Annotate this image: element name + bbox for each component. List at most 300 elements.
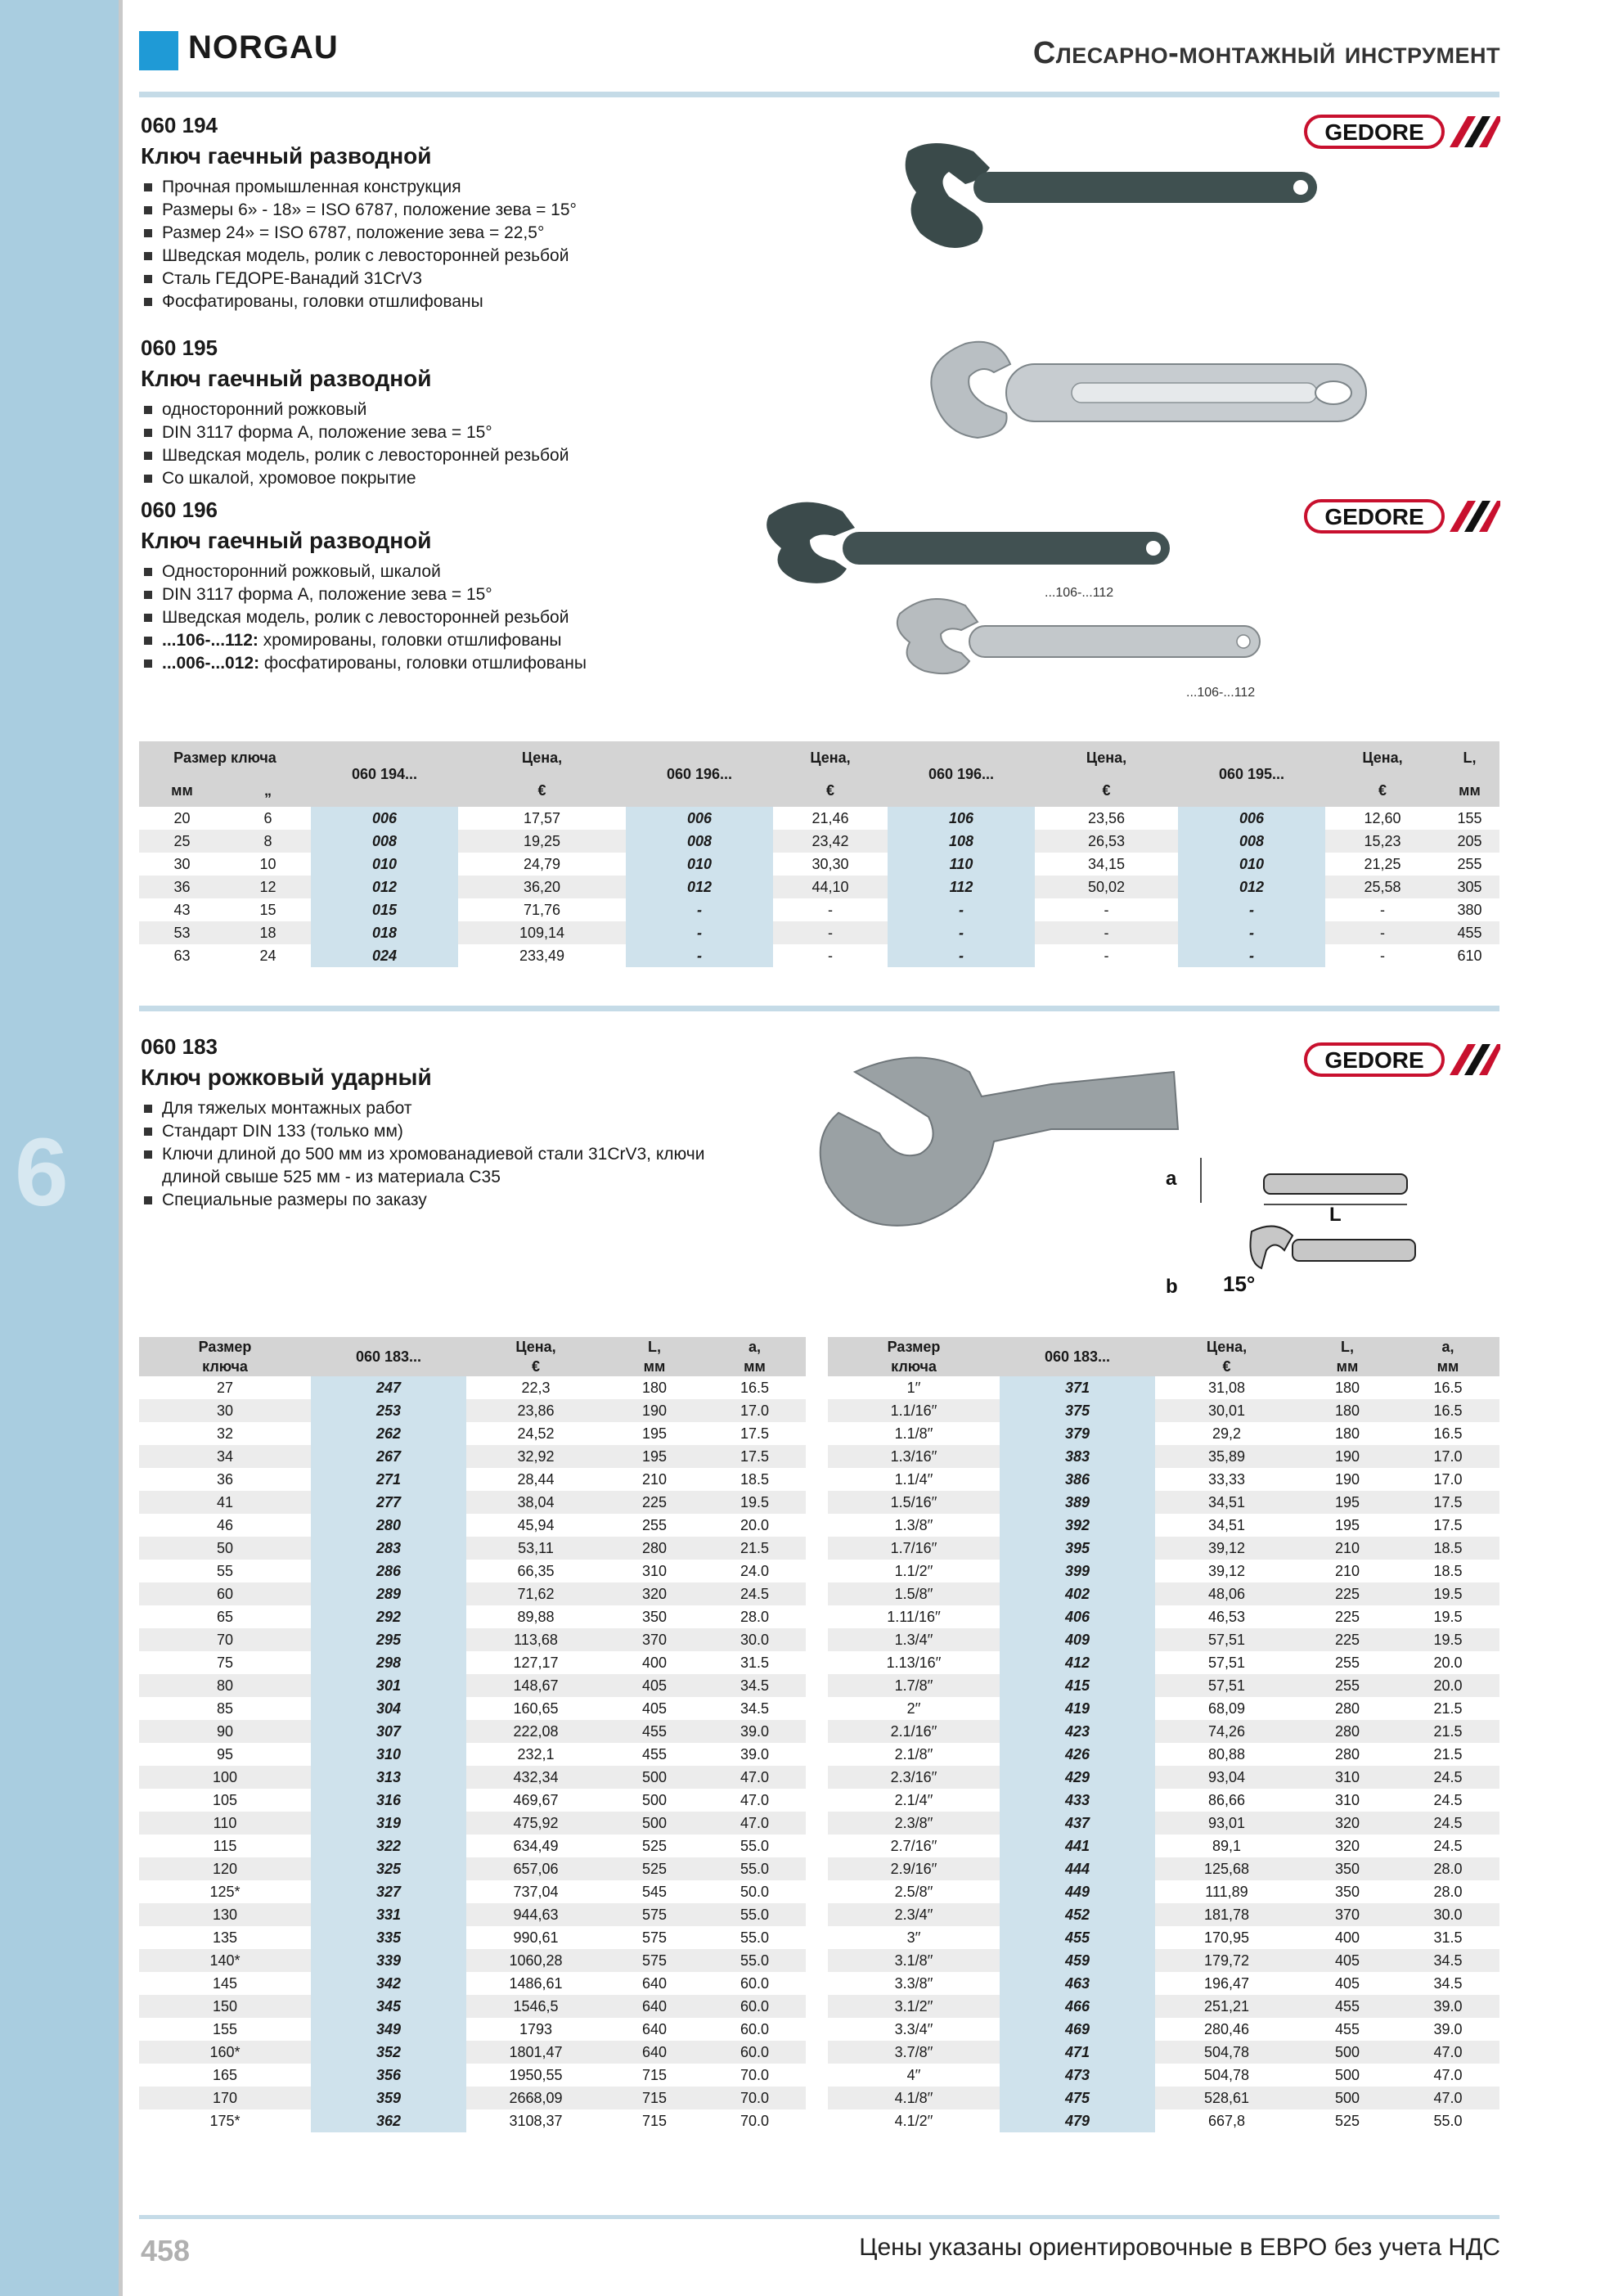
table-cell: 17.0	[1396, 1445, 1499, 1468]
table-row	[828, 1880, 1499, 1903]
table-cell: 39.0	[704, 1720, 806, 1743]
article-code-cell: -	[626, 921, 773, 944]
table-cell: 18.5	[1433, 1563, 1463, 1579]
table-cell: 4′′	[906, 2067, 921, 2083]
article-code-cell: -	[626, 898, 773, 921]
table-row	[139, 2064, 806, 2087]
adjustable-wrench-chrome-image	[916, 327, 1374, 450]
header-size: Размер ключа	[139, 741, 311, 774]
angle-label: 15°	[1223, 1272, 1256, 1296]
table-cell: 125*	[209, 1884, 241, 1900]
table-cell: 610	[1457, 948, 1482, 964]
article-code-cell: 444	[1000, 1857, 1155, 1880]
header-eur: €	[466, 1357, 605, 1376]
article-code-cell: 375	[1000, 1399, 1155, 1422]
feature-item: Прочная промышленная конструкция	[141, 176, 577, 199]
table-cell: 80	[139, 1674, 311, 1697]
feature-item: Для тяжелых монтажных работ	[141, 1097, 762, 1120]
table-cell: 19.5	[1433, 1609, 1463, 1625]
header-length: L,	[1298, 1337, 1396, 1357]
table-cell: 3108,37	[509, 2113, 563, 2129]
table-cell: 57,51	[1155, 1674, 1298, 1697]
feature-item: Сталь ГЕДОРЕ-Ванадий 31CrV3	[141, 268, 577, 290]
variant-caption: ...106-...112	[1045, 586, 1114, 600]
article-code-cell: 426	[1000, 1743, 1155, 1766]
dimension-diagram	[1162, 1154, 1456, 1309]
table-row	[139, 1537, 806, 1560]
article-title: Ключ гаечный разводной	[141, 366, 432, 391]
table-cell: 36,20	[458, 876, 626, 898]
table-cell: -	[1380, 948, 1385, 964]
header-price: Цена,	[1035, 741, 1178, 774]
article-title: Ключ рожковый ударный	[141, 1065, 432, 1090]
slogging-wrench-inch-table	[828, 1337, 1499, 2132]
table-cell: 2.7/16′′	[890, 1838, 937, 1854]
table-cell: 1′′	[906, 1380, 921, 1396]
article-code-cell: 389	[1000, 1491, 1155, 1514]
table-body	[828, 1376, 1499, 2132]
header-price: Цена,	[1155, 1337, 1298, 1357]
section-060-194	[141, 113, 577, 313]
article-code-cell: 006	[1178, 807, 1325, 830]
table-cell: 74,26	[1155, 1720, 1298, 1743]
article-code-cell: 012	[1178, 876, 1325, 898]
table-cell: 89,1	[1212, 1838, 1242, 1854]
table-cell: 71,76	[523, 902, 561, 918]
table-cell: 380	[1457, 902, 1482, 918]
table-cell: 1.11/16′′	[887, 1609, 941, 1625]
table-row	[139, 1605, 806, 1628]
table-row	[139, 1789, 806, 1812]
table-cell: 233,49	[519, 948, 565, 964]
table-cell: 1950,55	[509, 2067, 563, 2083]
header-code: 060 183...	[311, 1337, 466, 1376]
table-cell: 19.5	[1396, 1582, 1499, 1605]
table-row	[828, 2064, 1499, 2087]
table-row	[828, 1514, 1499, 1537]
table-cell: 2.5/8′′	[894, 1884, 933, 1900]
table-row	[139, 1560, 806, 1582]
table-cell: 93,01	[1155, 1812, 1298, 1835]
article-code-cell: 335	[311, 1926, 466, 1949]
table-cell: 500	[1298, 2041, 1396, 2064]
article-code-cell: 473	[1000, 2064, 1155, 2087]
table-cell: 1.7/8′′	[828, 1674, 1000, 1697]
table-cell: 85	[216, 1700, 234, 1717]
article-code-cell: 399	[1000, 1560, 1155, 1582]
article-code-cell: 475	[1000, 2087, 1155, 2109]
article-code-cell: 441	[1000, 1835, 1155, 1857]
article-code-cell: 352	[311, 2041, 466, 2064]
table-cell: 21,46	[812, 810, 849, 826]
table-cell: 1.1/16′′	[828, 1399, 1000, 1422]
table-row	[139, 1926, 806, 1949]
table-cell: 26,53	[1035, 830, 1178, 853]
table-cell: 400	[1334, 1929, 1360, 1946]
article-code-cell: -	[888, 898, 1035, 921]
table-cell: 640	[605, 2041, 704, 2064]
table-cell: 160*	[139, 2041, 311, 2064]
article-code-cell: 301	[311, 1674, 466, 1697]
feature-list	[141, 398, 569, 490]
table-row	[139, 1399, 806, 1422]
article-code-cell: 283	[311, 1537, 466, 1560]
table-cell: 55.0	[1433, 2113, 1463, 2129]
article-code-cell: 356	[311, 2064, 466, 2087]
table-cell: 634,49	[513, 1838, 559, 1854]
table-cell: 575	[641, 1929, 668, 1946]
table-row	[828, 2041, 1499, 2064]
header-mm: мм	[139, 774, 225, 807]
article-code-cell: 449	[1000, 1880, 1155, 1903]
header-size-2: ключа	[828, 1357, 1000, 1376]
header-a: а,	[1396, 1337, 1499, 1357]
feature-item: Ключи длиной до 500 мм из хромованадиевой стали 31CrV3, ключи длиной свыше 525 мм - из материала С35	[141, 1143, 762, 1189]
table-row	[139, 1972, 806, 1995]
table-cell: 195	[1298, 1491, 1396, 1514]
article-code-cell: 452	[1000, 1903, 1155, 1926]
feature-list	[141, 560, 587, 675]
table-cell: 280	[1334, 1700, 1360, 1717]
table-cell: 210	[641, 1471, 668, 1488]
table-cell: 34.5	[740, 1700, 770, 1717]
table-cell: 28.0	[1433, 1884, 1463, 1900]
table-cell: 34.5	[1433, 1975, 1463, 1992]
article-code-cell: 339	[311, 1949, 466, 1972]
article-code-cell: 310	[311, 1743, 466, 1766]
section-rule	[139, 1006, 1499, 1011]
feature-item: Шведская модель, ролик с левосторонней резьбой	[141, 245, 577, 268]
table-row	[139, 1766, 806, 1789]
page-title: Слесарно-монтажный инструмент	[1032, 36, 1500, 70]
table-cell: 20.0	[1396, 1674, 1499, 1697]
table-cell: 640	[641, 2021, 668, 2037]
feature-item: Со шкалой, хромовое покрытие	[141, 467, 569, 490]
table-cell: 60.0	[704, 2041, 806, 2064]
table-cell: 18.5	[1396, 1537, 1499, 1560]
table-cell: 22,3	[521, 1380, 551, 1396]
table-cell: 1.1/8′′	[894, 1425, 933, 1442]
table-cell: 405	[641, 1700, 668, 1717]
table-cell: 195	[641, 1425, 668, 1442]
article-code-cell: 008	[311, 830, 458, 853]
table-cell: 500	[641, 1792, 668, 1808]
table-cell: 50,02	[1035, 876, 1178, 898]
table-row	[139, 853, 1499, 876]
article-title: Ключ гаечный разводной	[141, 528, 432, 553]
table-row	[828, 1766, 1499, 1789]
table-cell: 24.5	[704, 1582, 806, 1605]
table-cell: 737,04	[513, 1884, 559, 1900]
table-cell: 109,14	[458, 921, 626, 944]
table-cell: 210	[1334, 1563, 1360, 1579]
table-cell: 145	[212, 1975, 238, 1992]
table-row	[139, 2041, 806, 2064]
article-code: 060 194	[141, 113, 218, 137]
header-code: 060 183...	[1000, 1337, 1155, 1376]
table-row	[139, 1491, 806, 1514]
table-cell: 575	[605, 1949, 704, 1972]
table-cell: 350	[1334, 1884, 1360, 1900]
article-code-cell: 437	[1000, 1812, 1155, 1835]
header-eur: €	[773, 774, 888, 807]
header-price: Цена,	[458, 741, 626, 774]
table-cell: 44,10	[773, 876, 888, 898]
table-row	[828, 1835, 1499, 1857]
table-cell: 2.1/8′′	[894, 1746, 933, 1763]
article-code-cell: -	[888, 921, 1035, 944]
table-cell: 55.0	[704, 1949, 806, 1972]
table-cell: 50.0	[740, 1884, 770, 1900]
table-cell: 17.5	[740, 1425, 770, 1442]
table-cell: 34.5	[704, 1674, 806, 1697]
table-cell: 57,51	[1155, 1628, 1298, 1651]
table-cell: 32,92	[466, 1445, 605, 1468]
article-code-cell: 412	[1000, 1651, 1155, 1674]
table-cell: 38,04	[466, 1491, 605, 1514]
article-code-cell: 024	[311, 944, 458, 967]
table-cell: 195	[1334, 1517, 1360, 1533]
table-cell: 370	[1298, 1903, 1396, 1926]
article-code-cell: 383	[1000, 1445, 1155, 1468]
table-row	[828, 2018, 1499, 2041]
article-code-cell: 349	[311, 2018, 466, 2041]
header-a: а,	[704, 1337, 806, 1357]
table-cell: 60.0	[740, 1975, 770, 1992]
article-code-cell: 006	[311, 807, 458, 830]
table-cell: 310	[1334, 1792, 1360, 1808]
table-cell: 222,08	[466, 1720, 605, 1743]
article-code-cell: 325	[311, 1857, 466, 1880]
table-cell: 280,46	[1203, 2021, 1250, 2037]
table-row	[828, 1743, 1499, 1766]
table-row	[828, 1582, 1499, 1605]
table-cell: 1.13/16′′	[886, 1654, 942, 1671]
table-cell: 528,61	[1155, 2087, 1298, 2109]
feature-item: Размер 24» = ISO 6787, положение зева = 22,5°	[141, 222, 577, 245]
feature-item: Шведская модель, ролик с левосторонней резьбой	[141, 606, 587, 629]
table-cell: 3.1/8′′	[828, 1949, 1000, 1972]
table-cell: 16.5	[1433, 1380, 1463, 1396]
table-row	[828, 2109, 1499, 2132]
table-cell: 30	[139, 1399, 311, 1422]
table-cell: 405	[1334, 1975, 1360, 1992]
table-cell: 181,78	[1155, 1903, 1298, 1926]
table-cell: 255	[1334, 1654, 1360, 1671]
table-cell: 1.7/16′′	[828, 1537, 1000, 1560]
header-060-196-b: 060 196...	[888, 741, 1035, 807]
gedore-logo-text: GEDORE	[1324, 1047, 1424, 1073]
table-cell: 2′′	[906, 1700, 921, 1717]
article-code-cell: 247	[311, 1376, 466, 1399]
table-body	[139, 1376, 806, 2132]
header-060-195: 060 195...	[1178, 741, 1325, 807]
table-cell: 21.5	[704, 1537, 806, 1560]
table-cell: 95	[216, 1746, 234, 1763]
table-cell: 455	[1334, 2021, 1360, 2037]
table-cell: 110	[139, 1812, 311, 1835]
table-cell: 34,51	[1207, 1517, 1246, 1533]
table-cell: 500	[1298, 2087, 1396, 2109]
table-cell: 24.5	[1433, 1792, 1463, 1808]
table-row	[139, 1697, 806, 1720]
article-code-cell: 433	[1000, 1789, 1155, 1812]
table-row	[828, 1605, 1499, 1628]
article-code-cell: 392	[1000, 1514, 1155, 1537]
adjustable-wrench-chrome-small-image	[892, 589, 1268, 679]
table-cell: 455	[1298, 1995, 1396, 2018]
table-cell: 80,88	[1207, 1746, 1246, 1763]
table-cell: 504,78	[1203, 2067, 1250, 2083]
table-cell: 86,66	[1207, 1792, 1246, 1808]
table-cell: 36	[139, 876, 225, 898]
article-code-cell: 307	[311, 1720, 466, 1743]
table-cell: 34.5	[1396, 1949, 1499, 1972]
table-cell: 24.5	[1433, 1838, 1463, 1854]
header-length-mm: мм	[605, 1357, 704, 1376]
article-code-cell: 112	[888, 876, 1035, 898]
dimension-a-label: a	[1166, 1168, 1177, 1190]
article-code-cell: 459	[1000, 1949, 1155, 1972]
table-cell: 155	[212, 2021, 238, 2037]
table-cell: 405	[605, 1674, 704, 1697]
table-cell: 28.0	[740, 1609, 770, 1625]
brand-logo-square	[139, 31, 178, 70]
table-cell: 640	[641, 1975, 668, 1992]
adjustable-wrench-dark-large-image	[761, 491, 1178, 589]
table-cell: 46,53	[1207, 1609, 1246, 1625]
table-cell: 180	[641, 1380, 668, 1396]
table-cell: 20	[173, 810, 191, 826]
table-cell: -	[1104, 902, 1109, 918]
table-cell: 525	[641, 1838, 668, 1854]
table-cell: -	[1104, 948, 1109, 964]
article-code-cell: 280	[311, 1514, 466, 1537]
table-row	[139, 898, 1499, 921]
table-cell: 715	[605, 2087, 704, 2109]
header-length-mm: мм	[1298, 1357, 1396, 1376]
header-price: Цена,	[773, 741, 888, 774]
table-cell: 31.5	[740, 1654, 770, 1671]
table-cell: 18.5	[740, 1471, 770, 1488]
article-code-cell: 106	[888, 807, 1035, 830]
article-code-cell: 429	[1000, 1766, 1155, 1789]
table-cell: 21,25	[1364, 856, 1401, 872]
header-rule	[139, 92, 1499, 97]
table-cell: 41	[139, 1491, 311, 1514]
table-cell: 255	[1457, 856, 1482, 872]
article-code: 060 196	[141, 497, 218, 522]
table-cell: 60	[139, 1582, 311, 1605]
table-row	[139, 1376, 806, 1399]
table-cell: 16.5	[740, 1380, 770, 1396]
article-code-cell: 010	[626, 853, 773, 876]
table-cell: 24,52	[517, 1425, 555, 1442]
article-code: 060 195	[141, 335, 218, 360]
article-code-cell: 423	[1000, 1720, 1155, 1743]
header-a-mm: мм	[1396, 1357, 1499, 1376]
table-cell: 30.0	[704, 1628, 806, 1651]
table-cell: 21.5	[1433, 1746, 1463, 1763]
table-cell: 21.5	[1433, 1700, 1463, 1717]
article-code-cell: 342	[311, 1972, 466, 1995]
table-cell: 15	[259, 902, 276, 918]
table-cell: 90	[139, 1720, 311, 1743]
table-cell: 16.5	[1396, 1399, 1499, 1422]
table-cell: 27	[216, 1380, 234, 1396]
article-code-cell: -	[1178, 898, 1325, 921]
article-code-cell: 409	[1000, 1628, 1155, 1651]
table-cell: 47.0	[1433, 2067, 1463, 2083]
table-cell: 93,04	[1155, 1766, 1298, 1789]
feature-item: Шведская модель, ролик с левосторонней резьбой	[141, 444, 569, 467]
article-code-cell: 359	[311, 2087, 466, 2109]
table-cell: 525	[605, 1857, 704, 1880]
table-row	[828, 1674, 1499, 1697]
table-cell: 2668,09	[466, 2087, 605, 2109]
header-060-194: 060 194...	[311, 741, 458, 807]
article-code-cell: 386	[1000, 1468, 1155, 1491]
gedore-logo	[1304, 497, 1500, 535]
table-cell: 24.5	[1396, 1812, 1499, 1835]
table-cell: 155	[1457, 810, 1482, 826]
table-cell: 57,51	[1207, 1654, 1246, 1671]
table-cell: 165	[212, 2067, 238, 2083]
table-cell: 1.1/4′′	[894, 1471, 933, 1488]
table-cell: 45,94	[517, 1517, 555, 1533]
header-eur: €	[1155, 1357, 1298, 1376]
table-cell: 148,67	[466, 1674, 605, 1697]
article-code-cell: 298	[311, 1651, 466, 1674]
table-cell: 6	[263, 810, 272, 826]
price-note: Цены указаны ориентировочные в ЕВРО без учета НДС	[859, 2234, 1500, 2261]
table-cell: 17,57	[523, 810, 561, 826]
table-cell: 34	[139, 1445, 311, 1468]
article-code-cell: 267	[311, 1445, 466, 1468]
table-cell: 280	[1334, 1746, 1360, 1763]
article-code-cell: 379	[1000, 1422, 1155, 1445]
table-cell: 2.9/16′′	[828, 1857, 1000, 1880]
table-cell: 31,08	[1207, 1380, 1246, 1396]
article-code-cell: 295	[311, 1628, 466, 1651]
table-row	[139, 1835, 806, 1857]
table-cell: 196,47	[1203, 1975, 1250, 1992]
table-cell: 12,60	[1364, 810, 1401, 826]
table-cell: 170	[139, 2087, 311, 2109]
table-cell: 310	[641, 1563, 668, 1579]
table-cell: 53,11	[466, 1537, 605, 1560]
table-row	[828, 1560, 1499, 1582]
article-code-cell: 253	[311, 1399, 466, 1422]
table-cell: -	[828, 948, 833, 964]
table-cell: 1.5/8′′	[828, 1582, 1000, 1605]
table-row	[139, 1582, 806, 1605]
sidebar-edge	[119, 0, 123, 2296]
table-cell: 17.0	[704, 1399, 806, 1422]
article-code-cell: 395	[1000, 1537, 1155, 1560]
table-row	[828, 1903, 1499, 1926]
table-cell: 195	[605, 1445, 704, 1468]
header-eur: €	[1325, 774, 1440, 807]
table-cell: 111,89	[1205, 1884, 1248, 1900]
table-cell: 500	[1334, 2067, 1360, 2083]
feature-item	[141, 629, 587, 652]
article-code-cell: 327	[311, 1880, 466, 1903]
article-code-cell: 008	[626, 830, 773, 853]
table-cell: 47.0	[740, 1792, 770, 1808]
table-cell: 113,68	[466, 1628, 605, 1651]
table-cell: 135	[212, 1929, 238, 1946]
